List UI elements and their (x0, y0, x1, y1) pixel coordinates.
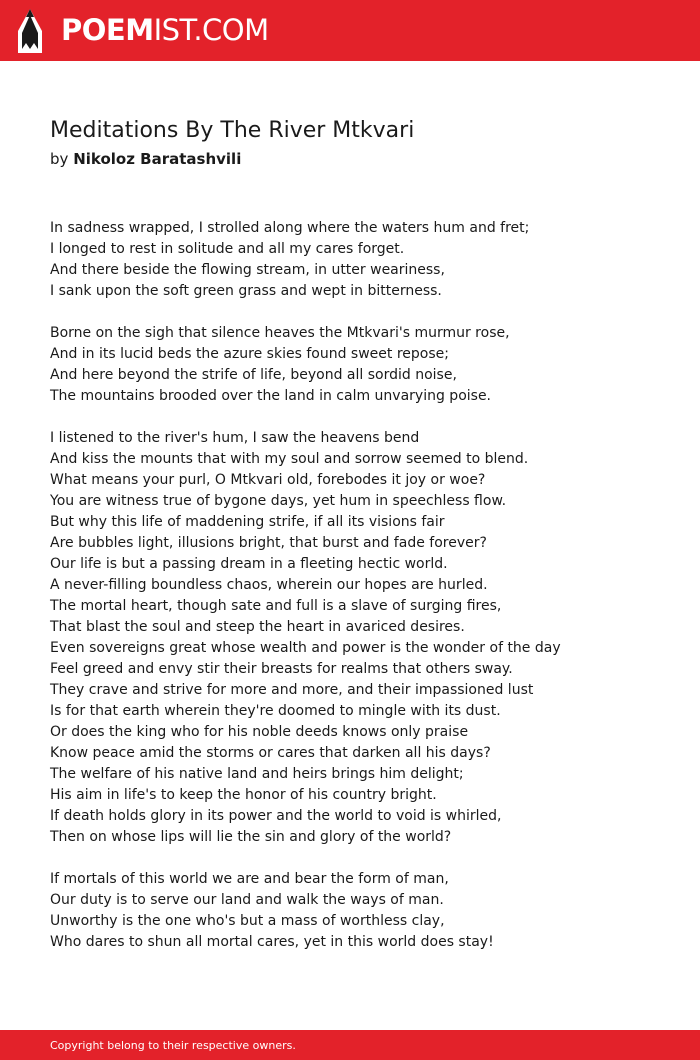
by-label: by (50, 150, 69, 168)
poem-line: Unworthy is the one who's but a mass of worthless clay, (50, 913, 445, 929)
poem-line: I longed to rest in solitude and all my cares forget. (50, 241, 405, 257)
site-logo[interactable] (61, 12, 269, 48)
poem-body (50, 218, 670, 953)
poem-line: The welfare of his native land and heirs brings him delight; (50, 766, 464, 782)
poem-line: Know peace amid the storms or cares that darken all his days? (50, 745, 491, 761)
poem-line: But why this life of maddening strife, if all its visions fair (50, 514, 445, 530)
poem-line: If death holds glory in its power and the world to void is whirled, (50, 808, 502, 824)
logo-bold-part: POEM (61, 13, 154, 47)
stanza-gap (50, 848, 670, 869)
poem-line: Feel greed and envy stir their breasts for realms that others sway. (50, 661, 513, 677)
site-header (0, 0, 700, 61)
poem-line: And in its lucid beds the azure skies found sweet repose; (50, 346, 449, 362)
poem-line: Or does the king who for his noble deeds knows only praise (50, 724, 469, 740)
poem-line: The mountains brooded over the land in calm unvarying poise. (50, 388, 492, 404)
poem-byline (50, 149, 241, 169)
logo-light-part: IST.COM (153, 13, 269, 47)
poem-line: Who dares to shun all mortal cares, yet in this world does stay! (50, 934, 494, 950)
poem-line: And here beyond the strife of life, beyond all sordid noise, (50, 367, 457, 383)
poem-line: I listened to the river's hum, I saw the heavens bend (50, 430, 420, 446)
copyright-text: Copyright belong to their respective owners. (50, 1039, 296, 1052)
stanza-gap (50, 407, 670, 428)
poem-line: Even sovereigns great whose wealth and power is the wonder of the day (50, 640, 561, 656)
poem-stanza (50, 428, 670, 848)
poem-stanza (50, 323, 670, 407)
poem-line: You are witness true of bygone days, yet hum in speechless flow. (50, 493, 507, 509)
poem-stanza (50, 869, 670, 953)
stanza-gap (50, 302, 670, 323)
poem-line: Our life is but a passing dream in a fleeting hectic world. (50, 556, 448, 572)
site-footer (0, 1030, 700, 1060)
poem-line: The mortal heart, though sate and full is a slave of surging fires, (50, 598, 502, 614)
poem-line: And there beside the flowing stream, in utter weariness, (50, 262, 445, 278)
poem-line: If mortals of this world we are and bear the form of man, (50, 871, 449, 887)
poem-stanza (50, 218, 670, 302)
poem-line: His aim in life's to keep the honor of his country bright. (50, 787, 437, 803)
poem-line: Borne on the sigh that silence heaves the Mtkvari's murmur rose, (50, 325, 510, 341)
poem-line: Is for that earth wherein they're doomed to mingle with its dust. (50, 703, 501, 719)
poem-line: That blast the soul and steep the heart in avariced desires. (50, 619, 465, 635)
poem-line: They crave and strive for more and more, and their impassioned lust (50, 682, 534, 698)
poem-line: And kiss the mounts that with my soul and sorrow seemed to blend. (50, 451, 529, 467)
poem-line: Are bubbles light, illusions bright, that burst and fade forever? (50, 535, 487, 551)
poem-author: Nikoloz Baratashvili (73, 150, 242, 168)
poem-title: Meditations By The River Mtkvari (50, 118, 415, 143)
poem-line: In sadness wrapped, I strolled along where the waters hum and fret; (50, 220, 530, 236)
poem-line: What means your purl, O Mtkvari old, forebodes it joy or woe? (50, 472, 486, 488)
poem-line: Then on whose lips will lie the sin and glory of the world? (50, 829, 452, 845)
poem-line: I sank upon the soft green grass and wept in bitterness. (50, 283, 442, 299)
pencil-logo-icon[interactable] (18, 9, 42, 53)
poem-line: A never-filling boundless chaos, wherein our hopes are hurled. (50, 577, 488, 593)
poem-line: Our duty is to serve our land and walk the ways of man. (50, 892, 444, 908)
